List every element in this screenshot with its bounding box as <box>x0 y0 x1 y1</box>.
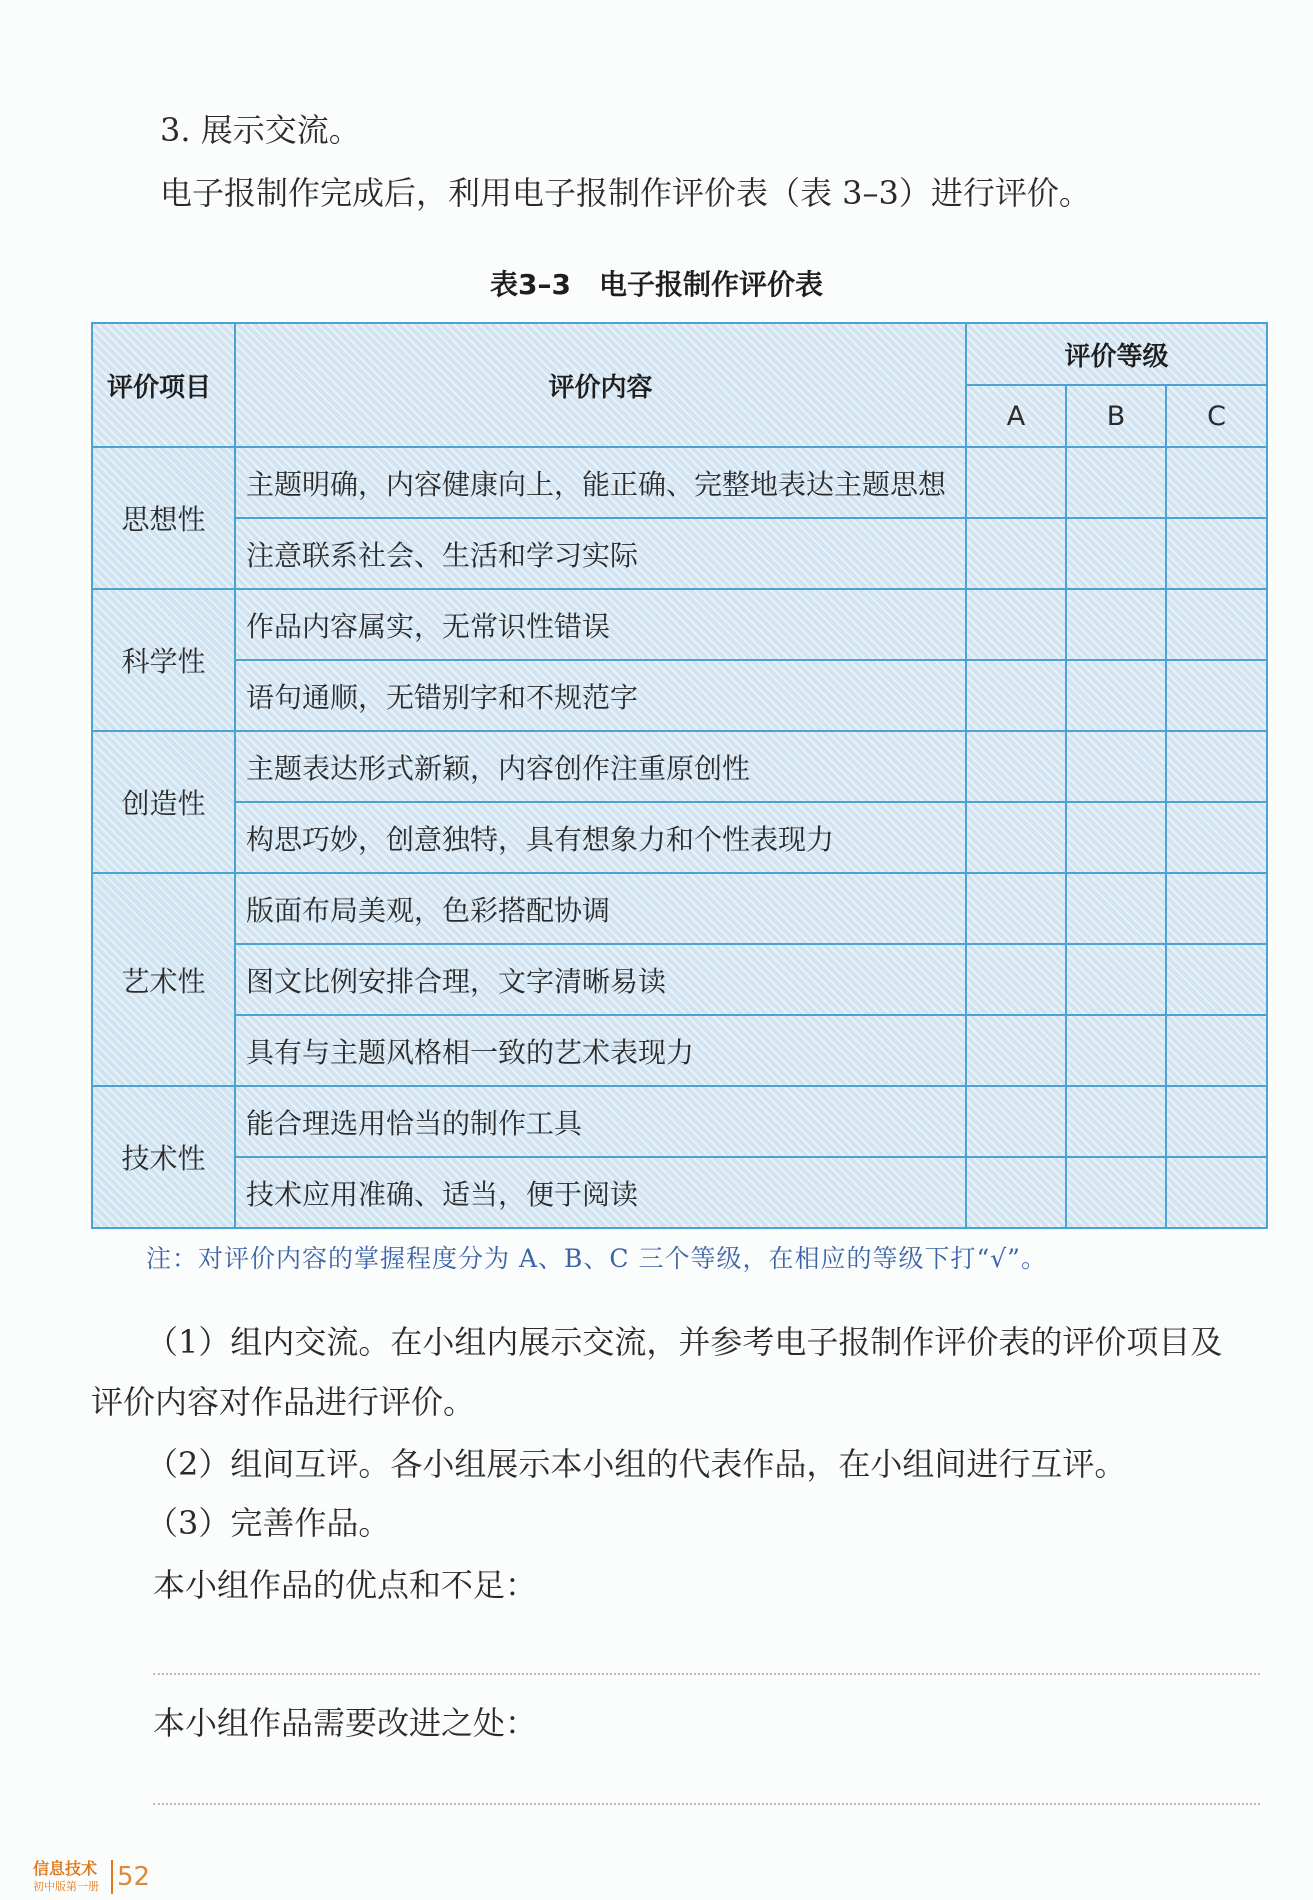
grade-c-cell[interactable] <box>1166 873 1267 944</box>
table-row <box>92 873 1267 944</box>
criterion-cell: 具有与主题风格相一致的艺术表现力 <box>235 1015 966 1086</box>
table-row <box>92 1157 1267 1228</box>
grade-c-cell[interactable] <box>1166 731 1267 802</box>
grade-b-cell[interactable] <box>1066 518 1166 589</box>
step-1-line-1: （1）组内交流。在小组内展示交流，并参考电子报制作评价表的评价项目及 <box>146 1323 1223 1361</box>
grade-b-cell[interactable] <box>1066 944 1166 1015</box>
answer-line-2 <box>153 1803 1260 1805</box>
grade-a-cell[interactable] <box>966 944 1066 1015</box>
grade-c-cell[interactable] <box>1166 1015 1267 1086</box>
criterion-cell: 主题明确，内容健康向上，能正确、完整地表达主题思想 <box>235 447 966 518</box>
grade-b-header: B <box>1066 385 1166 447</box>
grade-a-cell[interactable] <box>966 447 1066 518</box>
criterion-cell: 构思巧妙，创意独特，具有想象力和个性表现力 <box>235 802 966 873</box>
grade-a-cell[interactable] <box>966 1086 1066 1157</box>
grade-b-cell[interactable] <box>1066 1086 1166 1157</box>
grade-a-cell[interactable] <box>966 731 1066 802</box>
grade-a-cell[interactable] <box>966 660 1066 731</box>
grade-b-cell[interactable] <box>1066 731 1166 802</box>
criterion-cell: 主题表达形式新颖，内容创作注重原创性 <box>235 731 966 802</box>
criterion-cell: 能合理选用恰当的制作工具 <box>235 1086 966 1157</box>
criterion-cell: 图文比例安排合理，文字清晰易读 <box>235 944 966 1015</box>
evaluation-table <box>91 322 1268 1229</box>
prompt-strengths: 本小组作品的优点和不足： <box>153 1566 538 1604</box>
step-1-line-2: 评价内容对作品进行评价。 <box>91 1383 476 1421</box>
criterion-cell: 注意联系社会、生活和学习实际 <box>235 518 966 589</box>
footer-book-title: 信息技术 <box>33 1859 98 1878</box>
grade-b-cell[interactable] <box>1066 873 1166 944</box>
criterion-cell: 技术应用准确、适当，便于阅读 <box>235 1157 966 1228</box>
grade-c-header: C <box>1166 385 1267 447</box>
grade-b-cell[interactable] <box>1066 660 1166 731</box>
grade-a-cell[interactable] <box>966 1015 1066 1086</box>
category-cell: 创造性 <box>92 731 235 873</box>
grade-c-cell[interactable] <box>1166 518 1267 589</box>
section-intro: 电子报制作完成后，利用电子报制作评价表（表 3–3）进行评价。 <box>160 174 1091 212</box>
section-heading: 3. 展示交流。 <box>160 111 361 149</box>
grade-a-cell[interactable] <box>966 518 1066 589</box>
step-2: （2）组间互评。各小组展示本小组的代表作品，在小组间进行互评。 <box>146 1445 1127 1483</box>
category-cell: 艺术性 <box>92 873 235 1086</box>
table-row <box>92 944 1267 1015</box>
step-3: （3）完善作品。 <box>146 1504 391 1542</box>
table-note: 注：对评价内容的掌握程度分为 A、B、C 三个等级，在相应的等级下打“√”。 <box>146 1244 1047 1273</box>
grade-a-cell[interactable] <box>966 873 1066 944</box>
category-cell: 科学性 <box>92 589 235 731</box>
prompt-improvements: 本小组作品需要改进之处： <box>153 1704 538 1742</box>
grade-b-cell[interactable] <box>1066 447 1166 518</box>
table-row <box>92 802 1267 873</box>
grade-c-cell[interactable] <box>1166 802 1267 873</box>
footer-divider <box>111 1860 113 1894</box>
criterion-cell: 版面布局美观，色彩搭配协调 <box>235 873 966 944</box>
grade-b-cell[interactable] <box>1066 1015 1166 1086</box>
grade-b-cell[interactable] <box>1066 1157 1166 1228</box>
table-row <box>92 1086 1267 1157</box>
grade-a-cell[interactable] <box>966 802 1066 873</box>
header-content: 评价内容 <box>235 323 966 447</box>
grade-c-cell[interactable] <box>1166 447 1267 518</box>
category-cell: 技术性 <box>92 1086 235 1228</box>
grade-b-cell[interactable] <box>1066 589 1166 660</box>
table-row <box>92 731 1267 802</box>
grade-c-cell[interactable] <box>1166 944 1267 1015</box>
grade-a-cell[interactable] <box>966 589 1066 660</box>
criterion-cell: 作品内容属实，无常识性错误 <box>235 589 966 660</box>
grade-c-cell[interactable] <box>1166 1157 1267 1228</box>
criterion-cell: 语句通顺，无错别字和不规范字 <box>235 660 966 731</box>
table-row <box>92 447 1267 518</box>
grade-c-cell[interactable] <box>1166 1086 1267 1157</box>
table-row <box>92 660 1267 731</box>
grade-b-cell[interactable] <box>1066 802 1166 873</box>
table-caption: 表3–3 电子报制作评价表 <box>490 268 823 301</box>
footer-edition: 初中版第一册 <box>33 1880 99 1893</box>
grade-c-cell[interactable] <box>1166 589 1267 660</box>
answer-line-1 <box>153 1673 1260 1675</box>
grade-c-cell[interactable] <box>1166 660 1267 731</box>
grade-a-cell[interactable] <box>966 1157 1066 1228</box>
header-grade: 评价等级 <box>966 323 1267 385</box>
table-row <box>92 589 1267 660</box>
category-cell: 思想性 <box>92 447 235 589</box>
page-number: 52 <box>117 1862 151 1892</box>
table-row <box>92 518 1267 589</box>
grade-a-header: A <box>966 385 1066 447</box>
table-row <box>92 1015 1267 1086</box>
header-item: 评价项目 <box>92 323 235 447</box>
